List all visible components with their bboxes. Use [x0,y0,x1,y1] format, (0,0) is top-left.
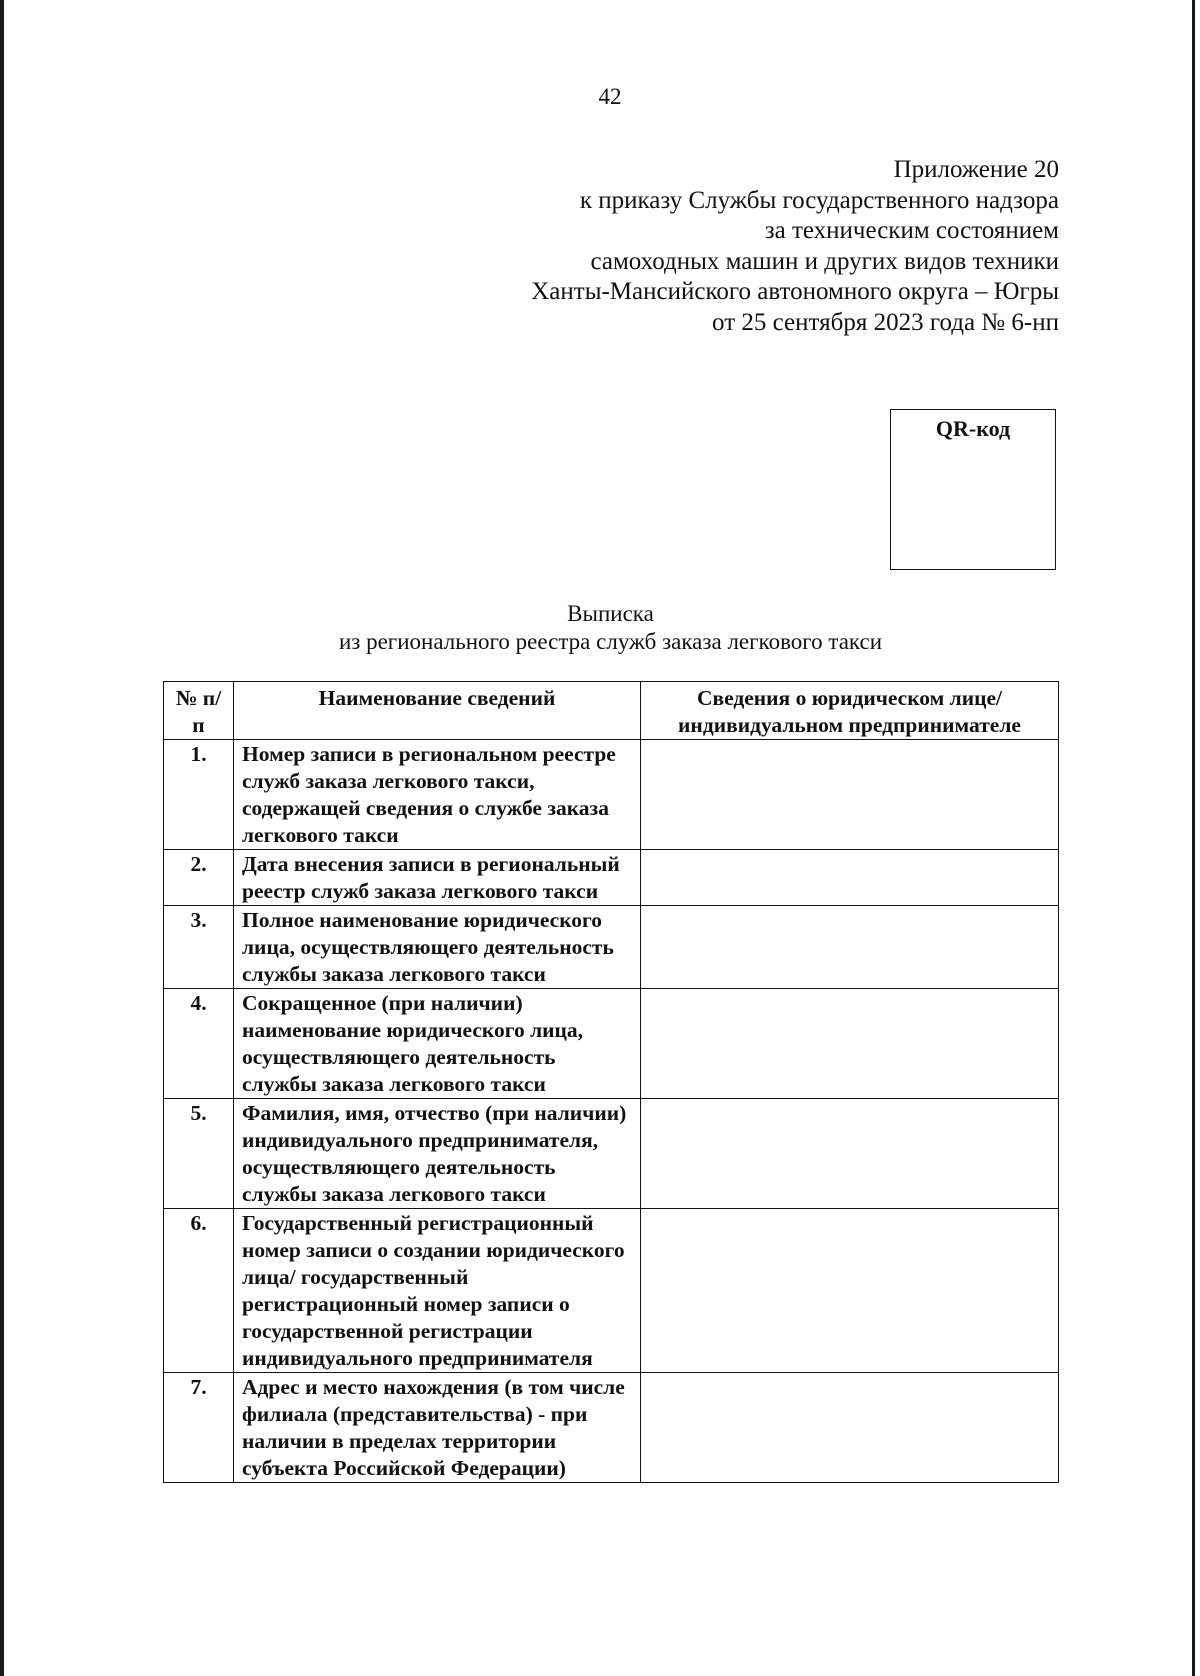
table-row [164,740,1059,850]
table-row [164,989,1059,1099]
scan-edge-left [0,0,4,1676]
approval-line: за техническим состоянием [764,217,1059,244]
row-number: 7. [164,1373,234,1483]
table-row [164,906,1059,989]
row-value [641,1209,1059,1373]
approval-line: от 25 сентября 2023 года № 6-нп [712,308,1059,336]
qr-code-box [890,409,1056,570]
approval-line: Ханты-Мансийского автономного округа – Югры [531,278,1059,305]
header-number: № п/п [164,682,234,740]
table-row [164,1373,1059,1483]
row-name: Сокращенное (при наличии) наименование юридического лица, осуществляющего деятельность службы заказа легкового такси [234,989,641,1099]
row-name: Дата внесения записи в региональный реестр служб заказа легкового такси [234,850,641,906]
approval-line: Приложение 20 [893,156,1059,183]
table-row [164,850,1059,906]
row-number: 1. [164,740,234,850]
document-title-line: Выписка [567,601,654,626]
row-value [641,989,1059,1099]
row-value [641,1099,1059,1209]
approval-line: самоходных машин и других видов техники [590,247,1059,275]
row-number: 4. [164,989,234,1099]
row-number: 3. [164,906,234,989]
row-value [641,1373,1059,1483]
row-value [641,906,1059,989]
row-number: 6. [164,1209,234,1373]
document-title [163,600,1058,656]
row-name: Государственный регистрационный номер записи о создании юридического лица/ государственный регистрационный номер записи о государственной регистрации индивидуального предпринимателя [234,1209,641,1373]
row-name: Полное наименование юридического лица, осуществляющего деятельность службы заказа легкового такси [234,906,641,989]
row-number: 5. [164,1099,234,1209]
row-value [641,740,1059,850]
page-number: 42 [598,84,622,109]
row-name: Адрес и место нахождения (в том числе филиала (представительства) - при наличии в пределах территории субъекта Российской Федерации) [234,1373,641,1483]
approval-line: к приказу Службы государственного надзора [579,186,1059,214]
table-row [164,1099,1059,1209]
approval-block [359,155,1059,338]
row-value [641,850,1059,906]
row-number: 2. [164,850,234,906]
table-header-row [164,682,1059,740]
header-name: Наименование сведений [234,682,641,740]
qr-code-label: QR-код [935,416,1011,441]
registry-extract-table [163,681,1059,1483]
header-value: Сведения о юридическом лице/ индивидуальном предпринимателе [641,682,1059,740]
scan-edge-right [1192,0,1195,1676]
row-name: Номер записи в региональном реестре служб заказа легкового такси, содержащей сведения о службе заказа легкового такси [234,740,641,850]
document-subtitle-line: из регионального реестра служб заказа легкового такси [338,629,883,654]
row-name: Фамилия, имя, отчество (при наличии) индивидуального предпринимателя, осуществляющего деятельность службы заказа легкового такси [234,1099,641,1209]
table-row [164,1209,1059,1373]
